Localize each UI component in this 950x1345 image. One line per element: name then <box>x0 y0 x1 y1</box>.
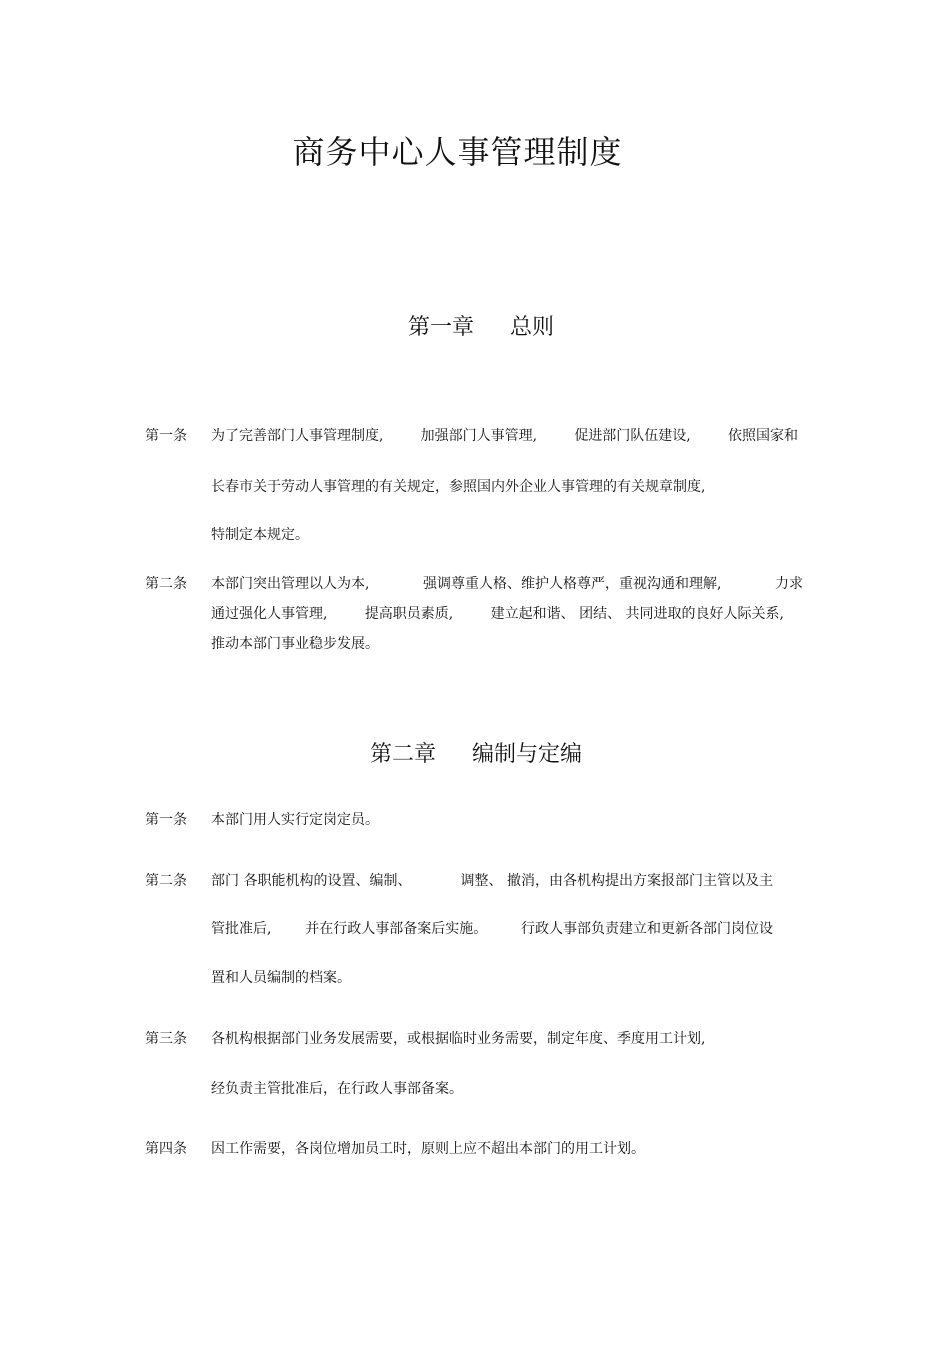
text-segment: 行政人事部负责建立和更新各部门岗位设 <box>520 921 773 937</box>
chapter-2-title: 编制与定编 <box>472 742 583 767</box>
article-text-line: 置和人员编制的档案。 <box>211 970 351 986</box>
article-label: 第二条 <box>145 873 187 889</box>
article-text-line <box>211 604 784 624</box>
text-segment: 本部门突出管理以人为本, <box>211 576 370 592</box>
text-segment: 管批准后, <box>211 921 272 937</box>
article-label: 第一条 <box>145 428 187 444</box>
article-text-line: 因工作需要，各岗位增加员工时，原则上应不超出本部门的用工计划。 <box>211 1141 645 1157</box>
article-text-line <box>211 871 773 891</box>
article-label: 第一条 <box>145 812 187 828</box>
chapter-1-number: 第一章 <box>408 315 475 340</box>
text-segment: 为了完善部门人事管理制度, <box>211 428 384 444</box>
article-label: 第三条 <box>145 1031 187 1047</box>
chapter-1-title: 总则 <box>510 315 555 340</box>
text-segment: 提高职员素质, <box>364 606 454 622</box>
chapter-2-heading <box>370 740 582 770</box>
document-title: 商务中心人事管理制度 <box>292 133 623 171</box>
article-text-line <box>211 574 803 594</box>
article-text-line <box>211 426 798 446</box>
article-text-line: 推动本部门事业稳步发展。 <box>211 636 379 652</box>
text-segment: 加强部门人事管理, <box>420 428 538 444</box>
article-text-line: 各机构根据部门业务发展需要，或根据临时业务需要，制定年度、季度用工计划, <box>211 1031 706 1047</box>
article-label: 第四条 <box>145 1141 187 1157</box>
text-segment: 强调尊重人格、维护人格尊严，重视沟通和理解, <box>423 576 722 592</box>
text-segment: 依照国家和 <box>727 428 798 444</box>
article-text-line: 长春市关于劳动人事管理的有关规定，参照国内外企业人事管理的有关规章制度, <box>211 479 706 495</box>
text-segment: 并在行政人事部备案后实施。 <box>305 921 488 937</box>
chapter-2-number: 第二章 <box>370 742 437 767</box>
text-segment: 通过强化人事管理, <box>211 606 328 622</box>
article-label: 第二条 <box>145 576 187 592</box>
article-text-line: 本部门用人实行定岗定员。 <box>211 812 379 828</box>
article-text-line: 特制定本规定。 <box>211 527 309 543</box>
article-text-line: 经负责主管批准后，在行政人事部备案。 <box>211 1081 463 1097</box>
text-segment: 建立起和谐、 团结、 共同进取的良好人际关系, <box>490 606 784 622</box>
text-segment: 力求 <box>775 576 803 592</box>
text-segment: 促进部门队伍建设, <box>574 428 691 444</box>
article-text-line <box>211 919 773 939</box>
chapter-1-heading <box>408 313 554 343</box>
text-segment: 调整、 撤消，由各机构提出方案报部门主管以及主 <box>460 873 773 889</box>
text-segment: 部门 各职能机构的设置、编制、 <box>211 873 412 889</box>
